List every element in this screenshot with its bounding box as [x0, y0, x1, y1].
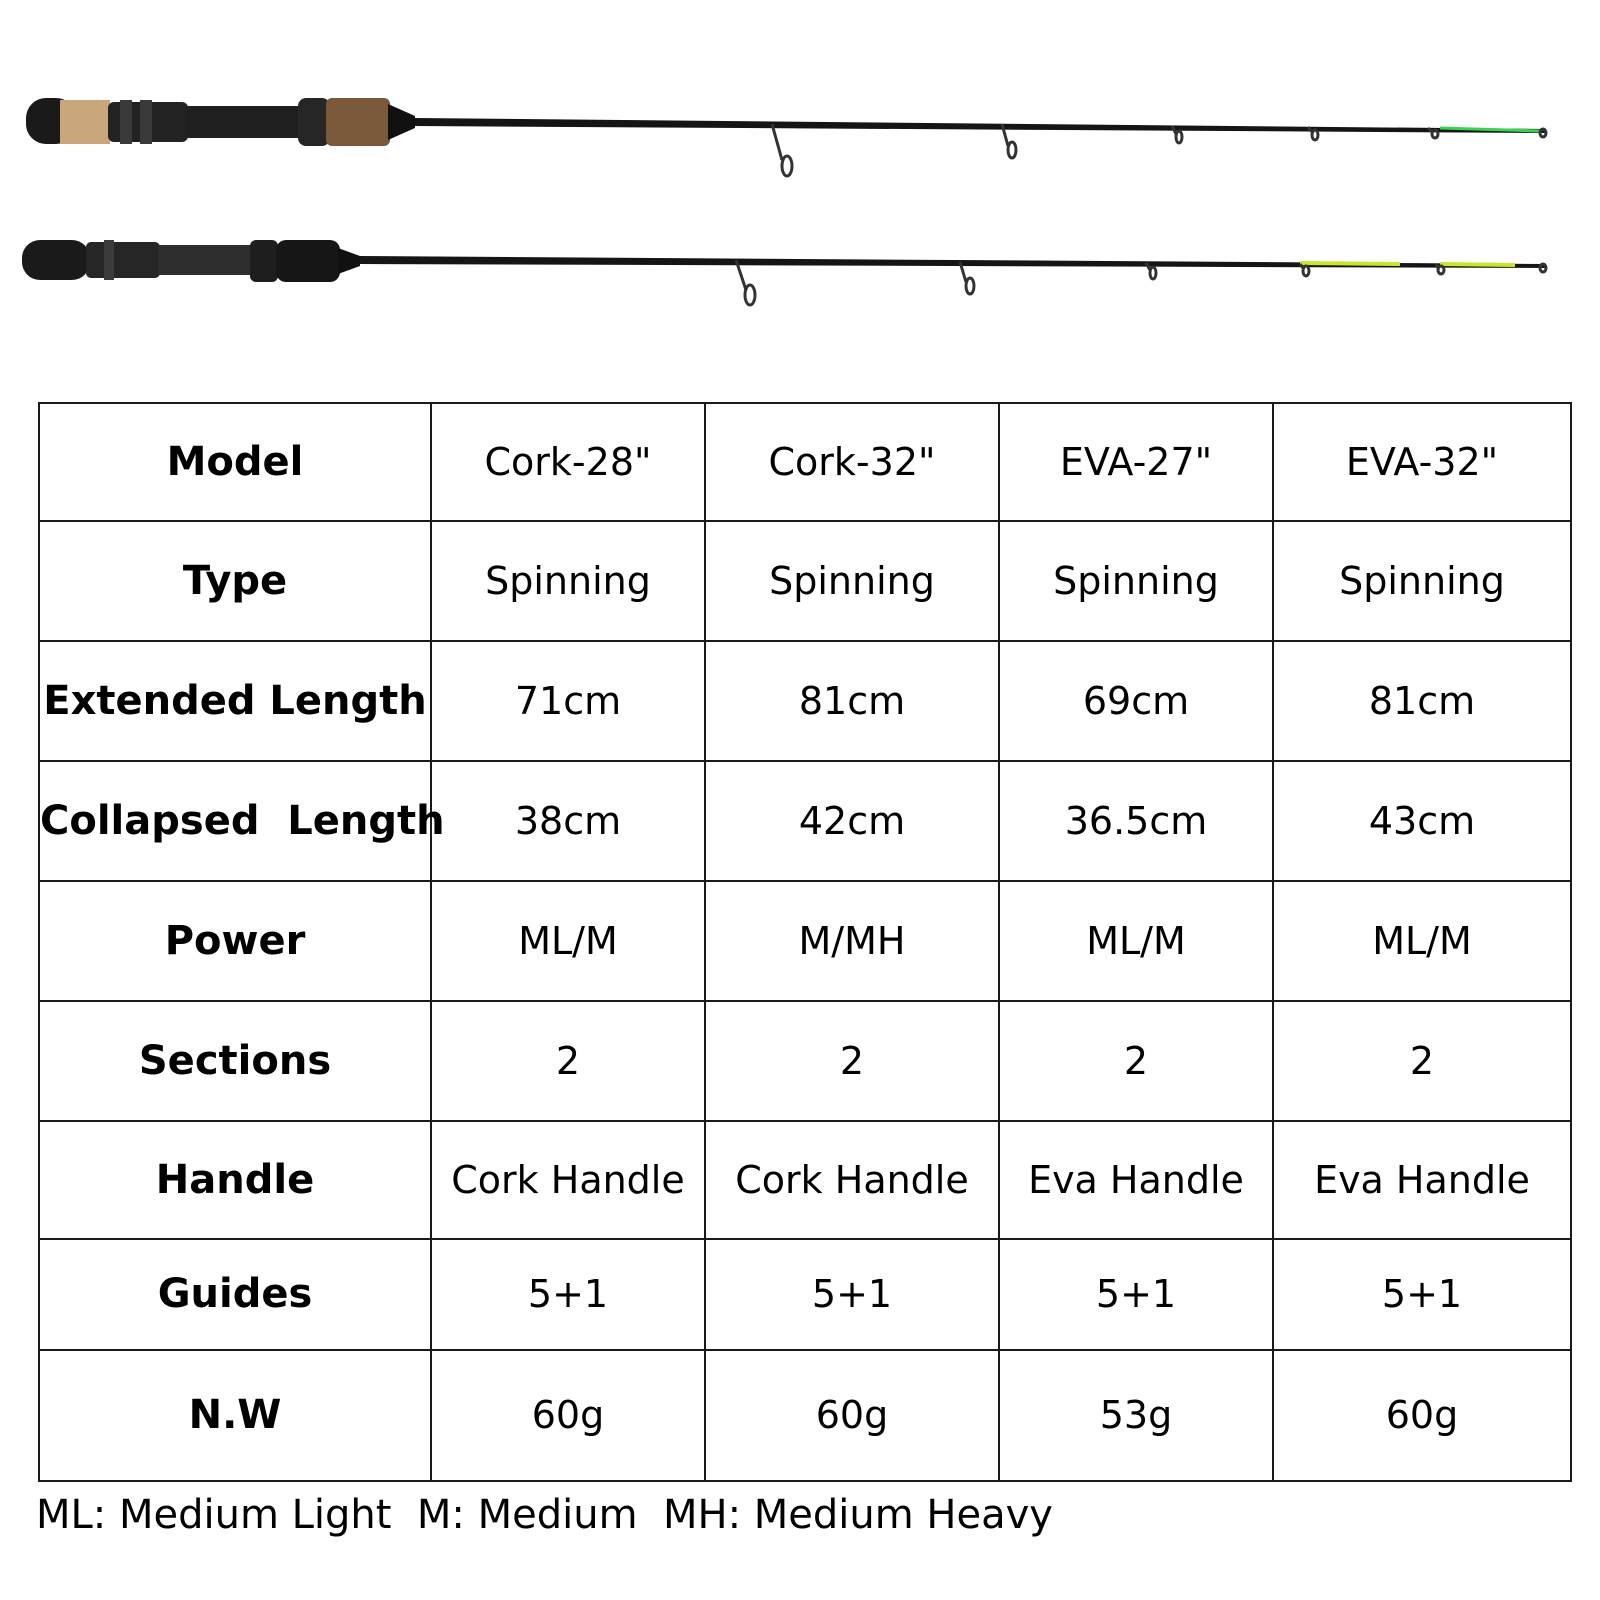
table-cell: Eva Handle: [1273, 1121, 1571, 1239]
row-label-collapsed-length: Collapsed Length: [39, 761, 431, 881]
table-row-extended-length: [39, 641, 1571, 761]
table-row-net-weight: [39, 1350, 1571, 1481]
table-row-model: [39, 403, 1571, 521]
table-cell: 71cm: [431, 641, 705, 761]
rod-reel-seat-nut: [104, 240, 114, 280]
table-cell: Cork Handle: [705, 1121, 999, 1239]
table-cell: Spinning: [1273, 521, 1571, 641]
rod-winding-check: [338, 248, 360, 274]
table-cell: 5+1: [705, 1239, 999, 1350]
table-cell: 36.5cm: [999, 761, 1273, 881]
rod-illustrations: [0, 0, 1600, 360]
table-cell: Spinning: [705, 521, 999, 641]
rod-reel-seat-nut: [120, 100, 132, 144]
table-cell: EVA-27": [999, 403, 1273, 521]
rod-reel-seat-body: [158, 245, 258, 275]
rod-cork-rear-grip: [60, 100, 110, 144]
table-cell: Spinning: [431, 521, 705, 641]
rod-yellow-tip-2: [1440, 264, 1515, 265]
spec-table: [38, 402, 1572, 1482]
rod-hood: [298, 98, 330, 146]
table-cell: 2: [705, 1001, 999, 1121]
table-cell: 81cm: [705, 641, 999, 761]
table-cell: Cork-28": [431, 403, 705, 521]
table-cell: ML/M: [1273, 881, 1571, 1001]
table-cell: Cork Handle: [431, 1121, 705, 1239]
table-row-handle: [39, 1121, 1571, 1239]
table-cell: 53g: [999, 1350, 1273, 1481]
row-label-net-weight: N.W: [39, 1350, 431, 1481]
table-cell: 2: [999, 1001, 1273, 1121]
rod-guides: [772, 124, 1546, 176]
rod-yellow-tip-1: [1300, 263, 1400, 264]
table-cell: 2: [1273, 1001, 1571, 1121]
table-cell: Cork-32": [705, 403, 999, 521]
rod-winding-check: [388, 104, 415, 140]
table-cell: EVA-32": [1273, 403, 1571, 521]
rod-foregrip-body: [186, 106, 306, 138]
rod-blank: [415, 118, 1545, 133]
row-label-extended-length: Extended Length: [39, 641, 431, 761]
cork-rod-image: [26, 98, 1546, 176]
table-cell: M/MH: [705, 881, 999, 1001]
row-label-guides: Guides: [39, 1239, 431, 1350]
row-label-handle: Handle: [39, 1121, 431, 1239]
rod-hood: [250, 240, 278, 282]
table-cell: 5+1: [999, 1239, 1273, 1350]
row-label-model: Model: [39, 403, 431, 521]
table-row-guides: [39, 1239, 1571, 1350]
table-cell: 60g: [431, 1350, 705, 1481]
table-row-power: [39, 881, 1571, 1001]
table-row-type: [39, 521, 1571, 641]
table-cell: Spinning: [999, 521, 1273, 641]
table-cell: Eva Handle: [999, 1121, 1273, 1239]
eva-rod-image: [22, 240, 1546, 305]
table-cell: 42cm: [705, 761, 999, 881]
table-cell: 5+1: [1273, 1239, 1571, 1350]
table-row-sections: [39, 1001, 1571, 1121]
table-cell: 69cm: [999, 641, 1273, 761]
table-row-collapsed-length: [39, 761, 1571, 881]
table-cell: 38cm: [431, 761, 705, 881]
rod-eva-butt: [22, 240, 90, 280]
table-cell: 43cm: [1273, 761, 1571, 881]
table-cell: ML/M: [999, 881, 1273, 1001]
rod-eva-foregrip: [276, 240, 340, 282]
rod-cork-foregrip: [326, 98, 390, 146]
table-cell: 60g: [1273, 1350, 1571, 1481]
table-cell: 81cm: [1273, 641, 1571, 761]
table-cell: 5+1: [431, 1239, 705, 1350]
rod-reel-seat: [86, 242, 160, 278]
row-label-type: Type: [39, 521, 431, 641]
row-label-sections: Sections: [39, 1001, 431, 1121]
table-cell: ML/M: [431, 881, 705, 1001]
rod-reel-seat-nut2: [140, 100, 152, 144]
table-cell: 2: [431, 1001, 705, 1121]
row-label-power: Power: [39, 881, 431, 1001]
table-cell: 60g: [705, 1350, 999, 1481]
power-legend: ML: Medium Light M: Medium MH: Medium Heavy: [36, 1492, 1053, 1538]
